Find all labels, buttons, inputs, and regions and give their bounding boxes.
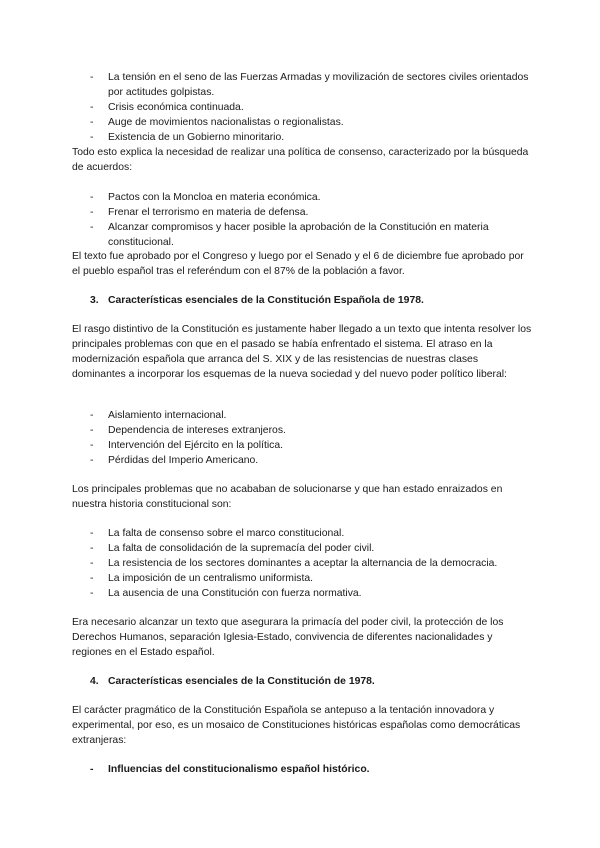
bullet-dash: -	[90, 102, 94, 113]
paragraph: El rasgo distintivo de la Constitución es justamente haber llegado a un texto que intenta resolver los principales problemas con que en el pasado se había enfrentado el sistema. El atraso en la modernización española que arranca del S. XIX y de las resistencias de nuestras clases dominantes a incorporar los esquemas de la nueva sociedad y del nuevo poder político liberal:	[72, 324, 532, 380]
paragraph: Los principales problemas que no acababan de solucionarse y que han estado enraizados en nuestra historia constitucional son:	[72, 484, 503, 510]
bullet-dash: -	[90, 72, 94, 83]
bullet-dash: -	[90, 222, 94, 233]
bullet-dash: -	[90, 425, 94, 436]
bullet-dash: -	[90, 410, 94, 421]
bullet-dash: -	[90, 132, 94, 143]
list-item: - Influencias del constitucionalismo español histórico.	[90, 764, 370, 775]
paragraph: Era necesario alcanzar un texto que asegurara la primacía del poder civil, la protección de los Derechos Humanos, separación Iglesia-Estado, convivencia de diferentes nacionalidades y regiones en el Estado español.	[72, 617, 504, 658]
list-item: - Auge de movimientos nacionalistas o regionalistas.	[90, 117, 344, 128]
section-heading-3: 3. Características esenciales de la Constitución Española de 1978.	[90, 295, 424, 306]
bullet-dash: -	[90, 764, 94, 775]
section-heading-4: 4. Características esenciales de la Constitución de 1978.	[90, 676, 375, 687]
list-item: - Frenar el terrorismo en materia de defensa.	[90, 207, 309, 218]
bullet-dash: -	[90, 207, 94, 218]
list-item: - La falta de consenso sobre el marco constitucional.	[90, 528, 345, 539]
bullet-dash: -	[90, 192, 94, 203]
bullet-dash: -	[90, 528, 94, 539]
list-item: - Aislamiento internacional.	[90, 410, 227, 421]
list-agreements	[72, 190, 532, 250]
list-item: - Dependencia de intereses extranjeros.	[90, 425, 286, 436]
list-item: - Pactos con la Moncloa en materia económica.	[90, 192, 321, 203]
list-influences	[72, 762, 532, 777]
list-item: - Pérdidas del Imperio Americano.	[90, 455, 259, 466]
list-item: - Alcanzar compromisos y hacer posible la aprobación de la Constitución en materia constitucional.	[90, 222, 489, 248]
list-delays	[72, 408, 532, 468]
bullet-dash: -	[90, 440, 94, 451]
bullet-dash: -	[90, 588, 94, 599]
list-item: - La ausencia de una Constitución con fuerza normativa.	[90, 588, 362, 599]
paragraph: El texto fue aprobado por el Congreso y luego por el Senado y el 6 de diciembre fue aprobado por el pueblo español tras el referéndum con el 87% de la población a favor.	[72, 251, 524, 277]
bullet-dash: -	[90, 117, 94, 128]
list-item: - La imposición de un centralismo uniformista.	[90, 573, 314, 584]
bullet-dash: -	[90, 573, 94, 584]
list-item: - Existencia de un Gobierno minoritario.	[90, 132, 285, 143]
list-item: - La resistencia de los sectores dominantes a aceptar la alternancia de la democracia.	[90, 558, 498, 569]
list-item: - Crisis económica continuada.	[90, 102, 244, 113]
bullet-dash: -	[90, 455, 94, 466]
list-item: - Intervención del Ejército en la política.	[90, 440, 284, 451]
list-problems	[72, 70, 532, 145]
list-item: - La falta de consolidación de la supremacía del poder civil.	[90, 543, 375, 554]
list-constitutional-problems	[72, 526, 532, 601]
bullet-dash: -	[90, 558, 94, 569]
paragraph: El carácter pragmático de la Constitución Española se antepuso a la tentación innovadora y experimental, por eso, es un mosaico de Constituciones históricas españolas como democráticas extranjeras:	[72, 705, 521, 746]
paragraph: Todo esto explica la necesidad de realizar una política de consenso, caracterizado por la búsqueda de acuerdos:	[72, 147, 529, 173]
list-item: - La tensión en el seno de las Fuerzas Armadas y movilización de sectores civiles orientados por actitudes golpistas.	[90, 72, 529, 98]
bullet-dash: -	[90, 543, 94, 554]
